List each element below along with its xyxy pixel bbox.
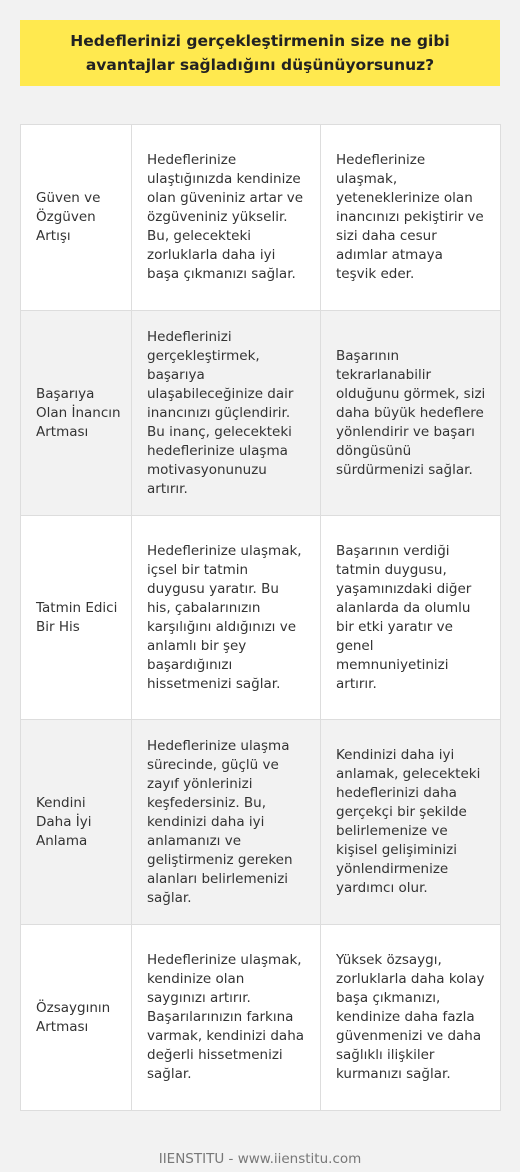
row-label: Başarıya Olan İnancın Artması bbox=[21, 311, 132, 516]
table-row bbox=[21, 925, 501, 1111]
row-label: Kendini Daha İyi Anlama bbox=[21, 720, 132, 925]
table-row bbox=[21, 516, 501, 720]
row-effect: Başarının verdiği tatmin duygusu, yaşamınızdaki diğer alanlarda da olumlu bir etki yaratır ve genel memnuniyetinizi artırır. bbox=[321, 516, 501, 720]
row-benefit: Hedeflerinize ulaşmak, içsel bir tatmin duygusu yaratır. Bu his, çabalarınızın karşılığını aldığınızı ve anlamlı bir şey başardığınızı hissetmenizi sağlar. bbox=[132, 516, 321, 720]
row-benefit: Hedeflerinize ulaşmak, kendinize olan saygınızı artırır. Başarılarınızın farkına varmak, kendinizi daha değerli hissetmenizi sağlar. bbox=[132, 925, 321, 1111]
row-benefit: Hedeflerinize ulaştığınızda kendinize olan güveniniz artar ve özgüveniniz yükselir. Bu, gelecekteki zorluklarla daha iyi başa çıkmanızı sağlar. bbox=[132, 125, 321, 311]
row-benefit: Hedeflerinize ulaşma sürecinde, güçlü ve zayıf yönlerinizi keşfedersiniz. Bu, kendinizi daha iyi anlamanızı ve geliştirmeniz gereken alanları belirlemenizi sağlar. bbox=[132, 720, 321, 925]
table-row bbox=[21, 311, 501, 516]
row-effect: Başarının tekrarlanabilir olduğunu görmek, sizi daha büyük hedeflere yönlendirir ve başarı döngüsünü sürdürmenizi sağlar. bbox=[321, 311, 501, 516]
page-title: Hedeflerinizi gerçekleştirmenin size ne gibi avantajlar sağladığını düşünüyorsunuz? bbox=[20, 20, 500, 86]
row-effect: Kendinizi daha iyi anlamak, gelecekteki hedeflerinizi daha gerçekçi bir şekilde belirlemenize ve kişisel gelişiminizi yönlendirmenize yardımcı olur. bbox=[321, 720, 501, 925]
table-row bbox=[21, 125, 501, 311]
row-label: Tatmin Edici Bir His bbox=[21, 516, 132, 720]
footer-credit: IIENSTITU - www.iienstitu.com bbox=[158, 1151, 362, 1167]
row-effect: Yüksek özsaygı, zorluklarla daha kolay başa çıkmanızı, kendinize daha fazla güvenmenizi ve daha sağlıklı ilişkiler kurmanızı sağlar. bbox=[321, 925, 501, 1111]
row-benefit: Hedeflerinizi gerçekleştirmek, başarıya ulaşabileceğinize dair inancınızı güçlendirir. Bu inanç, gelecekteki hedeflerinize ulaşma motivasyonunuzu artırır. bbox=[132, 311, 321, 516]
table-row bbox=[21, 720, 501, 925]
row-label: Güven ve Özgüven Artışı bbox=[21, 125, 132, 311]
advantages-table bbox=[20, 124, 501, 1111]
row-effect: Hedeflerinize ulaşmak, yeteneklerinize olan inancınızı pekiştirir ve sizi daha cesur adımlar atmaya teşvik eder. bbox=[321, 125, 501, 311]
row-label: Özsaygının Artması bbox=[21, 925, 132, 1111]
